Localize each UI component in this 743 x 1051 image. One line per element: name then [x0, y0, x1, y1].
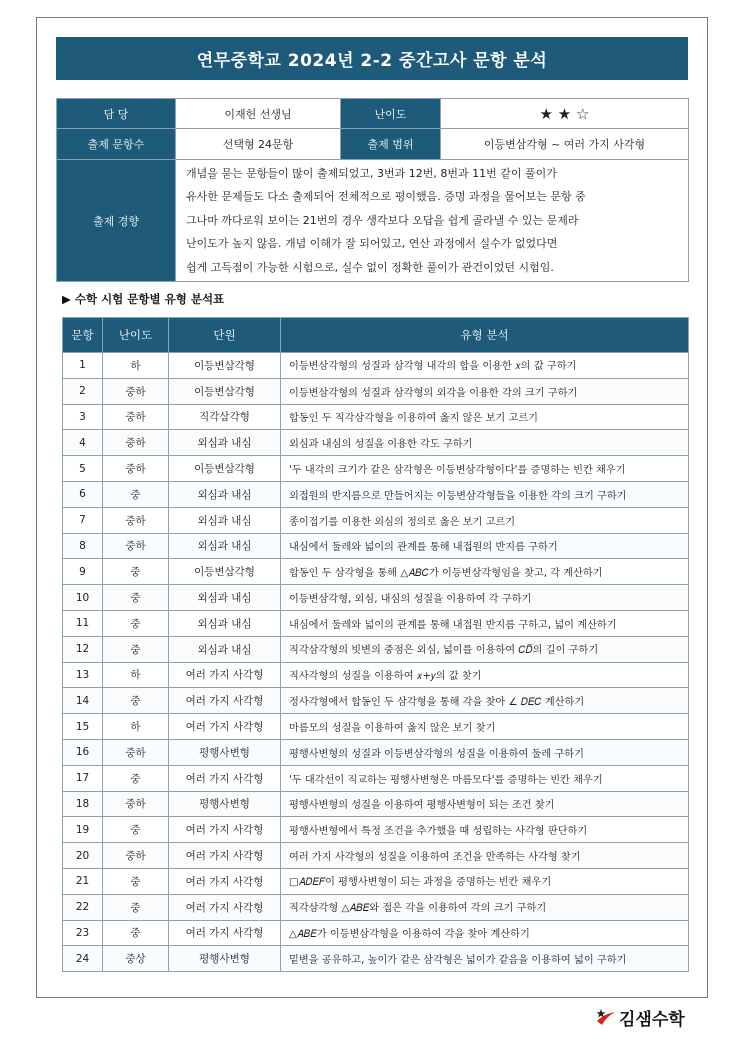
question-analysis: 직각삼각형 △𝐴𝐵𝐸와 접은 각을 이용하여 각의 크기 구하기: [281, 894, 689, 920]
range-label: 출제 범위: [341, 129, 441, 160]
question-number: 9: [63, 559, 103, 585]
question-difficulty: 중하: [103, 791, 169, 817]
question-analysis: 외심과 내심의 성질을 이용한 각도 구하기: [281, 430, 689, 456]
question-difficulty: 중하: [103, 456, 169, 482]
trend-label: 출제 경향: [57, 160, 176, 282]
question-number: 18: [63, 791, 103, 817]
question-difficulty: 중: [103, 868, 169, 894]
question-number: 16: [63, 739, 103, 765]
question-number: 3: [63, 404, 103, 430]
header-number: 문항: [63, 318, 103, 353]
question-number: 10: [63, 585, 103, 611]
question-difficulty: 중하: [103, 533, 169, 559]
question-unit: 평행사변형: [169, 791, 281, 817]
question-analysis: 합동인 두 삼각형을 통해 △𝐴𝐵𝐶가 이등변삼각형임을 찾고, 각 계산하기: [281, 559, 689, 585]
question-difficulty: 중: [103, 559, 169, 585]
trend-line: 난이도가 높지 않음. 개념 이해가 잘 되어있고, 연산 과정에서 실수가 없었다면: [186, 237, 558, 251]
question-analysis: 평행사변형의 성질과 이등변삼각형의 성질을 이용하여 둘레 구하기: [281, 739, 689, 765]
question-unit: 외심과 내심: [169, 507, 281, 533]
table-row: [63, 636, 689, 662]
question-unit: 외심과 내심: [169, 481, 281, 507]
question-number: 4: [63, 430, 103, 456]
table-row: [63, 739, 689, 765]
question-analysis: '두 대각선이 직교하는 평행사변형은 마름모다'를 증명하는 빈칸 채우기: [281, 765, 689, 791]
question-number: 11: [63, 610, 103, 636]
question-unit: 외심과 내심: [169, 430, 281, 456]
question-difficulty: 중하: [103, 404, 169, 430]
question-number: 2: [63, 378, 103, 404]
table-row: [63, 507, 689, 533]
question-unit: 직각삼각형: [169, 404, 281, 430]
question-number: 19: [63, 817, 103, 843]
question-analysis: 평행사변형에서 특정 조건을 추가했을 때 성립하는 사각형 판단하기: [281, 817, 689, 843]
question-unit: 이등변삼각형: [169, 378, 281, 404]
header-analysis: 유형 분석: [281, 318, 689, 353]
question-difficulty: 중: [103, 920, 169, 946]
question-difficulty: 하: [103, 353, 169, 379]
question-analysis: □𝐴𝐷𝐸𝐹이 평행사변형이 되는 과정을 증명하는 빈칸 채우기: [281, 868, 689, 894]
difficulty-label: 난이도: [341, 99, 441, 129]
table-row: [63, 533, 689, 559]
question-difficulty: 중상: [103, 946, 169, 972]
question-unit: 외심과 내심: [169, 533, 281, 559]
table-row: [63, 662, 689, 688]
question-difficulty: 중하: [103, 739, 169, 765]
question-unit: 이등변삼각형: [169, 456, 281, 482]
question-difficulty: 중하: [103, 507, 169, 533]
table-row: [63, 894, 689, 920]
question-analysis: 마름모의 성질을 이용하여 옳지 않은 보기 찾기: [281, 714, 689, 740]
trend-text: [176, 160, 689, 282]
question-unit: 평행사변형: [169, 946, 281, 972]
question-number: 22: [63, 894, 103, 920]
question-number: 23: [63, 920, 103, 946]
question-analysis-table: [62, 317, 689, 972]
question-analysis: 내심에서 둘레와 넓이의 관계를 통해 내접원 반지름 구하고, 넓이 계산하기: [281, 610, 689, 636]
question-number: 17: [63, 765, 103, 791]
table-row: [63, 946, 689, 972]
star-swoosh-icon: [595, 1008, 617, 1028]
question-difficulty: 중: [103, 636, 169, 662]
question-unit: 여러 가지 사각형: [169, 920, 281, 946]
question-difficulty: 중: [103, 610, 169, 636]
question-difficulty: 중하: [103, 843, 169, 869]
question-analysis: 밑변을 공유하고, 높이가 같은 삼각형은 넓이가 같음을 이용하여 넓이 구하기: [281, 946, 689, 972]
difficulty-stars: ★ ★ ☆: [441, 99, 689, 129]
count-value: 선택형 24문항: [176, 129, 341, 160]
question-difficulty: 중: [103, 894, 169, 920]
table-row: [63, 843, 689, 869]
question-analysis: 정사각형에서 합동인 두 삼각형을 통해 각을 찾아 ∠ 𝐷𝐸𝐶 계산하기: [281, 688, 689, 714]
question-number: 12: [63, 636, 103, 662]
section-title: ▶ 수학 시험 문항별 유형 분석표: [62, 292, 225, 306]
brand-logo: [595, 1005, 685, 1030]
table-row: [63, 404, 689, 430]
brand-name: 김샘수학: [619, 1010, 685, 1030]
question-analysis: △𝐴𝐵𝐸가 이등변삼각형을 이용하여 각을 찾아 계산하기: [281, 920, 689, 946]
question-difficulty: 중하: [103, 430, 169, 456]
question-difficulty: 하: [103, 662, 169, 688]
question-number: 5: [63, 456, 103, 482]
table-row: [63, 353, 689, 379]
question-difficulty: 중: [103, 481, 169, 507]
question-difficulty: 중: [103, 765, 169, 791]
question-number: 6: [63, 481, 103, 507]
question-analysis: 이등변삼각형의 성질과 삼각형의 외각을 이용한 각의 크기 구하기: [281, 378, 689, 404]
table-row: [63, 559, 689, 585]
header-difficulty: 난이도: [103, 318, 169, 353]
question-number: 1: [63, 353, 103, 379]
question-difficulty: 하: [103, 714, 169, 740]
question-analysis: 여러 가지 사각형의 성질을 이용하여 조건을 만족하는 사각형 찾기: [281, 843, 689, 869]
table-row: [63, 481, 689, 507]
question-unit: 여러 가지 사각형: [169, 843, 281, 869]
question-unit: 여러 가지 사각형: [169, 688, 281, 714]
question-analysis: 평행사변형의 성질을 이용하여 평행사변형이 되는 조건 찾기: [281, 791, 689, 817]
count-label: 출제 문항수: [57, 129, 176, 160]
question-unit: 여러 가지 사각형: [169, 894, 281, 920]
table-row: [63, 610, 689, 636]
table-row: [63, 456, 689, 482]
header-unit: 단원: [169, 318, 281, 353]
question-analysis: 이등변삼각형의 성질과 삼각형 내각의 합을 이용한 𝑥의 값 구하기: [281, 353, 689, 379]
table-row: [63, 378, 689, 404]
question-unit: 이등변삼각형: [169, 559, 281, 585]
question-unit: 외심과 내심: [169, 585, 281, 611]
table-row: [63, 920, 689, 946]
question-unit: 여러 가지 사각형: [169, 714, 281, 740]
question-unit: 이등변삼각형: [169, 353, 281, 379]
question-unit: 외심과 내심: [169, 636, 281, 662]
question-unit: 여러 가지 사각형: [169, 868, 281, 894]
question-number: 7: [63, 507, 103, 533]
range-value: 이등변삼각형 ~ 여러 가지 사각형: [441, 129, 689, 160]
question-difficulty: 중: [103, 688, 169, 714]
question-number: 8: [63, 533, 103, 559]
table-row: [63, 868, 689, 894]
table-row: [63, 765, 689, 791]
teacher-value: 이재헌 선생님: [176, 99, 341, 129]
question-analysis: 이등변삼각형, 외심, 내심의 성질을 이용하여 각 구하기: [281, 585, 689, 611]
question-analysis: 직각삼각형의 빗변의 중점은 외심, 넓이를 이용하여 𝐶𝐷̅의 길이 구하기: [281, 636, 689, 662]
question-number: 21: [63, 868, 103, 894]
table-row: [63, 791, 689, 817]
question-unit: 외심과 내심: [169, 610, 281, 636]
info-table: [56, 98, 689, 282]
question-unit: 여러 가지 사각형: [169, 817, 281, 843]
question-number: 15: [63, 714, 103, 740]
question-unit: 여러 가지 사각형: [169, 662, 281, 688]
question-number: 20: [63, 843, 103, 869]
question-analysis: 합동인 두 직각삼각형을 이용하여 옳지 않은 보기 고르기: [281, 404, 689, 430]
table-row: [63, 817, 689, 843]
question-unit: 평행사변형: [169, 739, 281, 765]
question-number: 24: [63, 946, 103, 972]
table-row: [63, 688, 689, 714]
question-number: 14: [63, 688, 103, 714]
trend-line: 쉽게 고득점이 가능한 시험으로, 실수 없이 정확한 풀이가 관건이었던 시험임.: [186, 260, 554, 274]
page-title: 연무중학교 2024년 2-2 중간고사 문항 분석: [56, 37, 688, 80]
table-row: [63, 430, 689, 456]
table-row: [63, 585, 689, 611]
question-difficulty: 중하: [103, 378, 169, 404]
trend-line: 개념을 묻는 문항들이 많이 출제되었고, 3번과 12번, 8번과 11번 같이 풀이가: [186, 166, 557, 180]
trend-line: 그나마 까다로워 보이는 21번의 경우 생각보다 오답을 쉽게 골라낼 수 있는 문제라: [186, 213, 579, 227]
question-difficulty: 중: [103, 585, 169, 611]
question-number: 13: [63, 662, 103, 688]
question-analysis: 직사각형의 성질을 이용하여 𝑥+𝑦의 값 찾기: [281, 662, 689, 688]
table-row: [63, 714, 689, 740]
question-analysis: 내심에서 둘레와 넓이의 관계를 통해 내접원의 반지름 구하기: [281, 533, 689, 559]
question-difficulty: 중: [103, 817, 169, 843]
question-analysis: 외접원의 반지름으로 만들어지는 이등변삼각형들을 이용한 각의 크기 구하기: [281, 481, 689, 507]
question-analysis: '두 내각의 크기가 같은 삼각형은 이등변삼각형이다'를 증명하는 빈칸 채우기: [281, 456, 689, 482]
trend-line: 유사한 문제들도 다소 출제되어 전체적으로 평이했음. 증명 과정을 물어보는 문항 중: [186, 190, 586, 204]
question-unit: 여러 가지 사각형: [169, 765, 281, 791]
question-analysis: 종이접기를 이용한 외심의 정의로 옳은 보기 고르기: [281, 507, 689, 533]
teacher-label: 담 당: [57, 99, 176, 129]
